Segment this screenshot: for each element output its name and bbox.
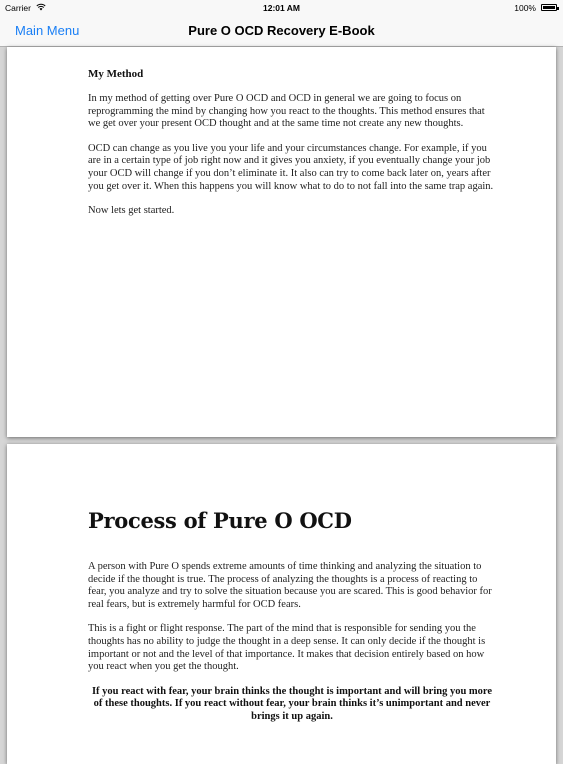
battery-percent: 100% xyxy=(514,3,536,13)
page-title: Pure O OCD Recovery E-Book xyxy=(188,23,375,38)
paragraph: A person with Pure O spends extreme amounts of time thinking and analyzing the situation to decide if the thought is true. The process of analyzing the thoughts is a process of reacting to fear, you analyze and try to solve the situation because you are scared. This is good behavior for real fears, but is extremely harmful for OCD fears. xyxy=(88,561,492,610)
emphasis-quote: If you react with fear, your brain thinks the thought is important and will bring you more of these thoughts. If you react without fear, your brain thinks it’s unimportant and never brings it up again. xyxy=(91,685,493,722)
battery-icon xyxy=(541,4,557,11)
paragraph: In my method of getting over Pure O OCD and OCD in general we are going to focus on reprogramming the mind by changing how you react to the thoughts. This method ensures that we get over your present OCD thought and at the same time not create any new thoughts. xyxy=(88,93,485,130)
navigation-bar xyxy=(0,15,563,47)
paragraph: Now lets get started. xyxy=(88,205,175,217)
ebook-page-1[interactable] xyxy=(7,47,556,437)
paragraph: This is a fight or flight response. The part of the mind that is responsible for sending you the thoughts has no ability to judge the thought in a deep sense. It can only decide if the thought is important or not and the level of that importance. It makes that decision entirely based on how you react when you get the thought. xyxy=(88,623,486,673)
section-heading: My Method xyxy=(88,68,144,80)
main-menu-button[interactable]: Main Menu xyxy=(15,23,80,38)
chapter-heading: Process of Pure O OCD xyxy=(88,508,352,533)
status-bar xyxy=(0,0,563,15)
clock: 12:01 AM xyxy=(262,3,300,13)
paragraph: OCD can change as you live you your life and your circumstances change. For example, if you are in a certain type of job right now and it gives you anxiety, if you eventually change your job your OCD will change if you don’t eliminate it. It also can try to come back later on, years after you get over it. When this happens you will know what to do to not fall into the same trap again. xyxy=(88,142,494,192)
carrier-label: Carrier xyxy=(5,3,31,13)
ebook-page-2[interactable] xyxy=(7,444,556,764)
